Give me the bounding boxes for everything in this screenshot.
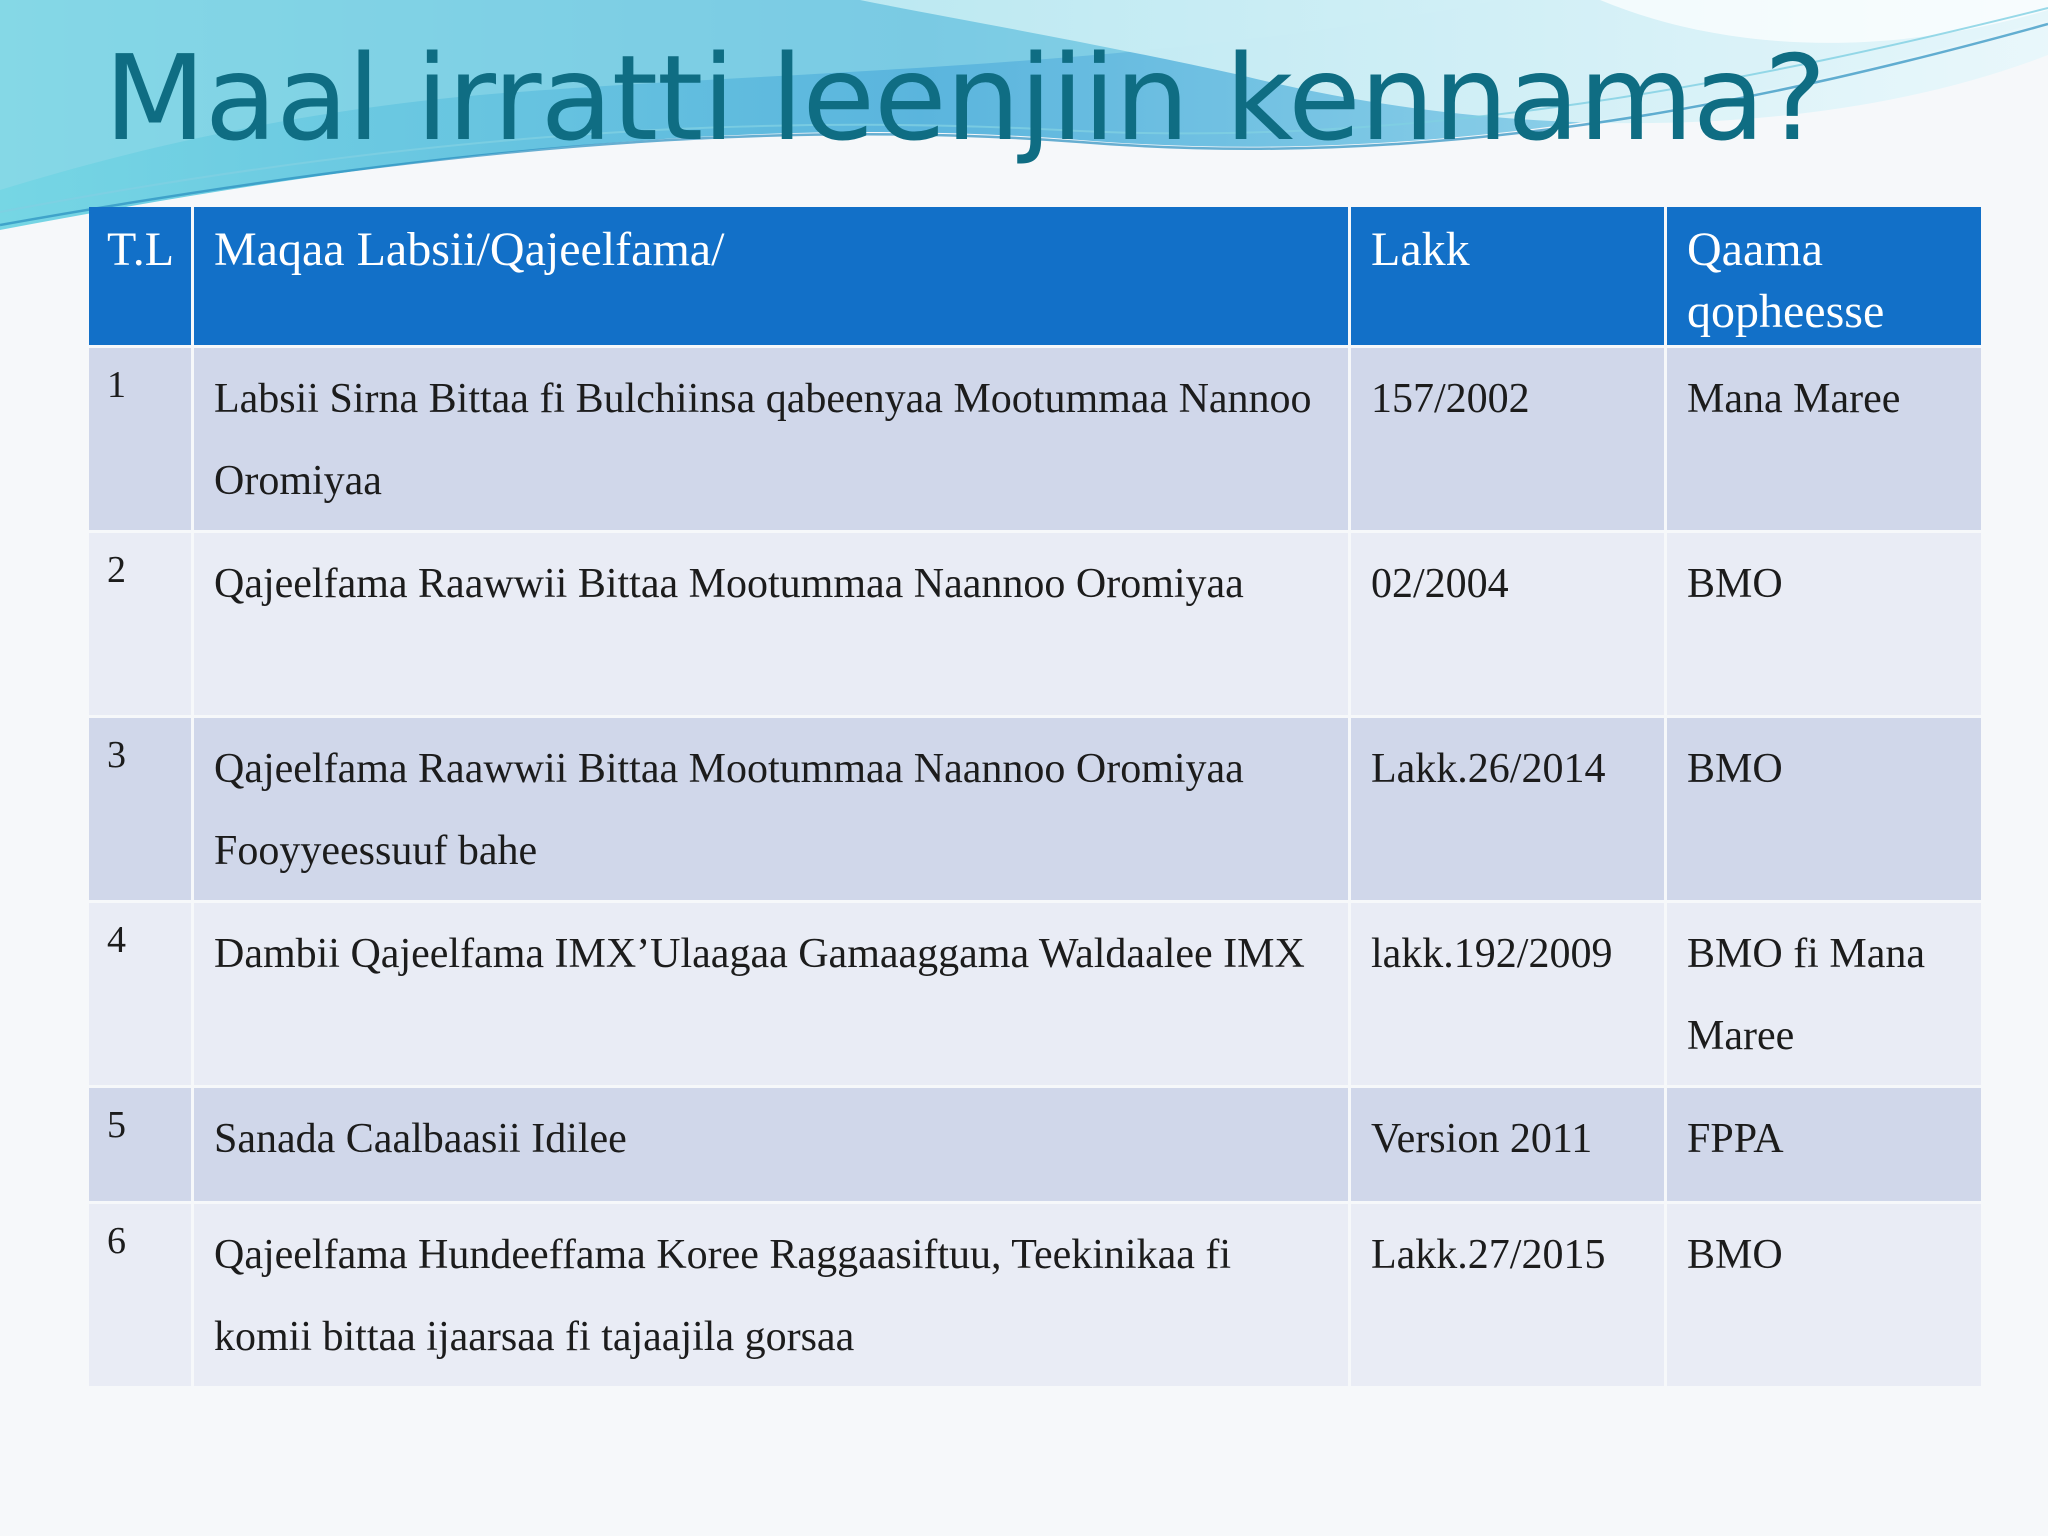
table-row <box>89 1204 1981 1386</box>
cell-qaama: BMO <box>1667 533 1981 715</box>
cell-name: Qajeelfama Raawwii Bittaa Mootummaa Naannoo Oromiyaa <box>194 533 1348 715</box>
cell-tl: 1 <box>89 348 191 530</box>
table-row <box>89 533 1981 715</box>
legislation-table <box>86 204 1984 1389</box>
cell-name: Qajeelfama Raawwii Bittaa Mootummaa Naannoo Oromiyaa Fooyyeessuuf bahe <box>194 718 1348 900</box>
cell-qaama: Mana Maree <box>1667 348 1981 530</box>
cell-lakk: Version 2011 <box>1351 1088 1664 1201</box>
cell-tl: 6 <box>89 1204 191 1386</box>
cell-qaama: FPPA <box>1667 1088 1981 1201</box>
cell-lakk: Lakk.27/2015 <box>1351 1204 1664 1386</box>
cell-lakk: 157/2002 <box>1351 348 1664 530</box>
table-row <box>89 903 1981 1085</box>
table-row <box>89 348 1981 530</box>
cell-name: Sanada Caalbaasii Idilee <box>194 1088 1348 1201</box>
header-qaama: Qaama qopheesse <box>1667 207 1981 345</box>
cell-tl: 5 <box>89 1088 191 1201</box>
table-row <box>89 718 1981 900</box>
slide-title: Maal irratti leenjiin kennama? <box>104 29 1826 167</box>
cell-tl: 3 <box>89 718 191 900</box>
cell-qaama: BMO <box>1667 1204 1981 1386</box>
cell-tl: 2 <box>89 533 191 715</box>
header-tl: T.L <box>89 207 191 345</box>
cell-tl: 4 <box>89 903 191 1085</box>
cell-qaama: BMO fi Mana Maree <box>1667 903 1981 1085</box>
table-row <box>89 1088 1981 1201</box>
cell-qaama: BMO <box>1667 718 1981 900</box>
cell-lakk: lakk.192/2009 <box>1351 903 1664 1085</box>
header-name: Maqaa Labsii/Qajeelfama/ <box>194 207 1348 345</box>
cell-lakk: Lakk.26/2014 <box>1351 718 1664 900</box>
cell-name: Qajeelfama Hundeeffama Koree Raggaasiftuu, Teekinikaa fi komii bittaa ijaarsaa fi tajaajila gorsaa <box>194 1204 1348 1386</box>
cell-name: Labsii Sirna Bittaa fi Bulchiinsa qabeenyaa Mootummaa Nannoo Oromiyaa <box>194 348 1348 530</box>
header-lakk: Lakk <box>1351 207 1664 345</box>
cell-name: Dambii Qajeelfama IMX’Ulaagaa Gamaaggama Waldaalee IMX <box>194 903 1348 1085</box>
table-header-row <box>89 207 1981 345</box>
cell-lakk: 02/2004 <box>1351 533 1664 715</box>
